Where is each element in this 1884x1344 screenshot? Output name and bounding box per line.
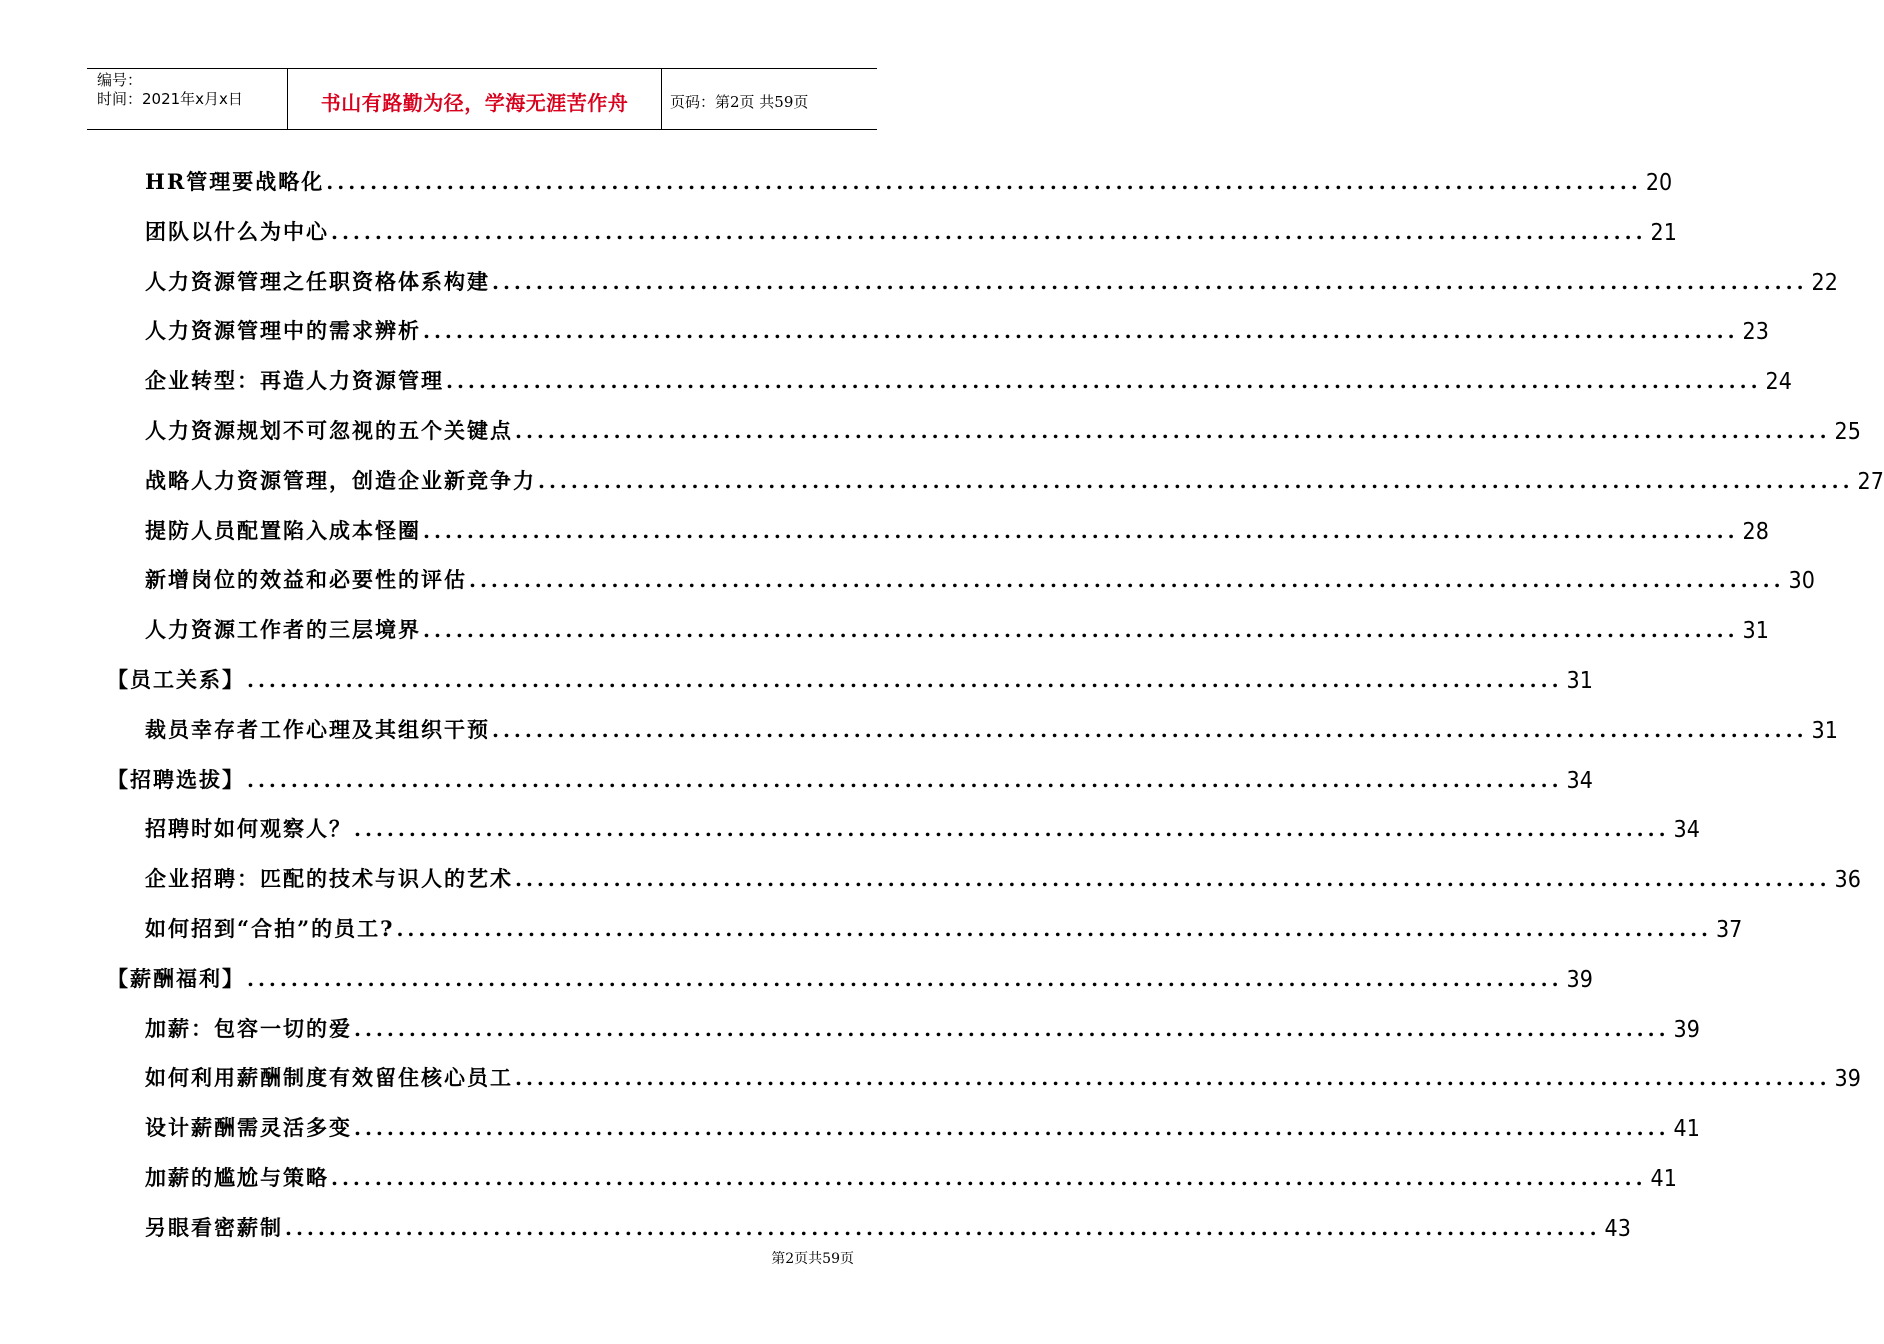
toc-entry-page: 41 <box>1650 1166 1677 1192</box>
toc-leader-dots: ........................................................................................................................ <box>247 966 1563 991</box>
toc-entry-title: 新增岗位的效益和必要性的评估 <box>145 567 467 593</box>
toc-entry-row[interactable] <box>145 206 1677 246</box>
footer-page-info: 第2页共59页 <box>771 1251 854 1267</box>
toc-entry-page: 25 <box>1834 419 1861 445</box>
toc-entry-title: 团队以什么为中心 <box>145 218 329 244</box>
toc-entry-row[interactable] <box>145 1003 1700 1043</box>
toc-entry-title: 【薪酬福利】 <box>107 965 245 991</box>
toc-leader-dots: ........................................................................................................................ <box>538 468 1854 493</box>
toc-entry-page: 39 <box>1834 1066 1861 1093</box>
header-page-info: 页码：第2页 共59页 <box>670 92 809 111</box>
toc-entry-title: 如何利用薪酬制度有效留住核心员工 <box>145 1065 513 1091</box>
toc-leader-dots: ........................................................................................................................ <box>354 1116 1670 1141</box>
toc-entry-row[interactable] <box>145 803 1700 844</box>
toc-entry-row[interactable] <box>145 1202 1631 1242</box>
toc-leader-dots: ........................................................................................................................ <box>423 518 1739 543</box>
toc-leader-dots: ........................................................................................................................ <box>354 1016 1670 1041</box>
toc-leader-dots: ........................................................................................................................ <box>423 618 1739 643</box>
toc-entry-row[interactable] <box>145 853 1861 894</box>
toc-entry-title: 人力资源管理中的需求辨析 <box>145 318 421 344</box>
toc-entry-page: 21 <box>1650 219 1677 246</box>
toc-entry-row[interactable] <box>145 604 1769 645</box>
toc-entry-title: 加薪：包容一切的爱 <box>145 1015 352 1041</box>
toc-leader-dots: ........................................................................................................................ <box>423 319 1739 344</box>
toc-entry-title: 【招聘选拔】 <box>107 766 245 792</box>
toc-leader-dots: ........................................................................................................................ <box>354 817 1670 842</box>
toc-entry-row[interactable] <box>145 256 1838 296</box>
toc-entry-page: 27 <box>1857 468 1884 495</box>
toc-entry-page: 39 <box>1566 966 1593 993</box>
toc-entry-row[interactable] <box>145 355 1792 396</box>
toc-entry-page: 31 <box>1811 717 1838 744</box>
page-header <box>87 68 877 130</box>
toc-entry-page: 23 <box>1742 319 1769 346</box>
toc-entry-title: 如何招到“合拍”的员工? <box>145 916 395 941</box>
toc-section-row[interactable] <box>107 654 1593 694</box>
toc-entry-row[interactable] <box>145 1052 1861 1093</box>
header-meta-cell <box>87 69 288 129</box>
toc-entry-row[interactable] <box>145 554 1815 595</box>
toc-entry-page: 20 <box>1645 170 1673 196</box>
toc-entry-title: 企业招聘：匹配的技术与识人的艺术 <box>145 866 513 892</box>
toc-entry-page: 41 <box>1673 1116 1700 1143</box>
toc-entry-row[interactable] <box>145 405 1861 445</box>
toc-entry-title: HR管理要战略化 <box>145 169 325 194</box>
header-motto: 书山有路勤为径，学海无涯苦作舟 <box>288 69 662 129</box>
toc-entry-page: 31 <box>1742 618 1769 645</box>
toc-entry-row[interactable] <box>145 505 1769 545</box>
toc-entry-row[interactable] <box>145 156 1673 196</box>
toc-entry-title: 人力资源工作者的三层境界 <box>145 617 421 643</box>
toc-leader-dots: ........................................................................................................................ <box>331 219 1647 244</box>
toc-leader-dots: ........................................................................................................................ <box>326 170 1642 194</box>
toc-leader-dots: ........................................................................................................................ <box>515 867 1831 892</box>
toc-entry-title: 人力资源规划不可忽视的五个关键点 <box>145 418 513 443</box>
toc-entry-row[interactable] <box>145 455 1884 495</box>
toc-entry-page: 30 <box>1788 568 1815 595</box>
toc-section-row[interactable] <box>107 754 1593 794</box>
document-number-label: 编号： <box>97 71 143 89</box>
toc-entry-row[interactable] <box>145 1152 1677 1192</box>
toc-entry-title: 裁员幸存者工作心理及其组织干预 <box>145 716 490 742</box>
toc-entry-page: 34 <box>1673 817 1700 844</box>
toc-entry-page: 39 <box>1673 1016 1700 1043</box>
toc-entry-row[interactable] <box>145 903 1743 943</box>
toc-entry-row[interactable] <box>145 704 1838 744</box>
toc-entry-page: 22 <box>1811 269 1838 296</box>
toc-entry-title: 【员工关系】 <box>107 667 245 692</box>
toc-entry-title: 另眼看密薪制 <box>145 1214 283 1240</box>
toc-leader-dots: ........................................................................................................................ <box>285 1215 1601 1240</box>
toc-leader-dots: ........................................................................................................................ <box>247 668 1563 692</box>
toc-leader-dots: ........................................................................................................................ <box>331 1166 1647 1190</box>
toc-entry-title: 招聘时如何观察人？ <box>145 816 352 842</box>
toc-entry-title: 企业转型：再造人力资源管理 <box>145 368 444 394</box>
toc-leader-dots: ........................................................................................................................ <box>515 419 1831 443</box>
toc-entry-page: 31 <box>1566 668 1593 694</box>
toc-leader-dots: ........................................................................................................................ <box>469 568 1785 593</box>
toc-entry-title: 战略人力资源管理，创造企业新竞争力 <box>145 467 536 493</box>
toc-entry-page: 36 <box>1834 867 1861 894</box>
toc-entry-title: 设计薪酬需灵活多变 <box>145 1115 352 1141</box>
toc-entry-row[interactable] <box>145 305 1769 346</box>
toc-entry-page: 43 <box>1604 1215 1631 1242</box>
toc-leader-dots: ........................................................................................................................ <box>247 767 1563 792</box>
toc-entry-page: 37 <box>1716 917 1743 943</box>
toc-leader-dots: ........................................................................................................................ <box>492 269 1808 294</box>
toc-section-row[interactable] <box>107 953 1593 993</box>
toc-leader-dots: ........................................................................................................................ <box>396 917 1713 941</box>
toc-entry-title: 加薪的尴尬与策略 <box>145 1165 329 1190</box>
toc-entry-title: 提防人员配置陷入成本怪圈 <box>145 517 421 543</box>
toc-entry-page: 24 <box>1765 369 1792 396</box>
toc-leader-dots: ........................................................................................................................ <box>515 1066 1831 1091</box>
toc-leader-dots: ........................................................................................................................ <box>492 717 1808 742</box>
toc-entry-page: 34 <box>1566 767 1593 794</box>
toc-entry-title: 人力资源管理之任职资格体系构建 <box>145 268 490 294</box>
document-time-label: 时间：2021年x月x日 <box>97 90 243 108</box>
toc-entry-row[interactable] <box>145 1102 1700 1143</box>
toc-entry-page: 28 <box>1742 518 1769 545</box>
toc-leader-dots: ........................................................................................................................ <box>446 369 1762 394</box>
